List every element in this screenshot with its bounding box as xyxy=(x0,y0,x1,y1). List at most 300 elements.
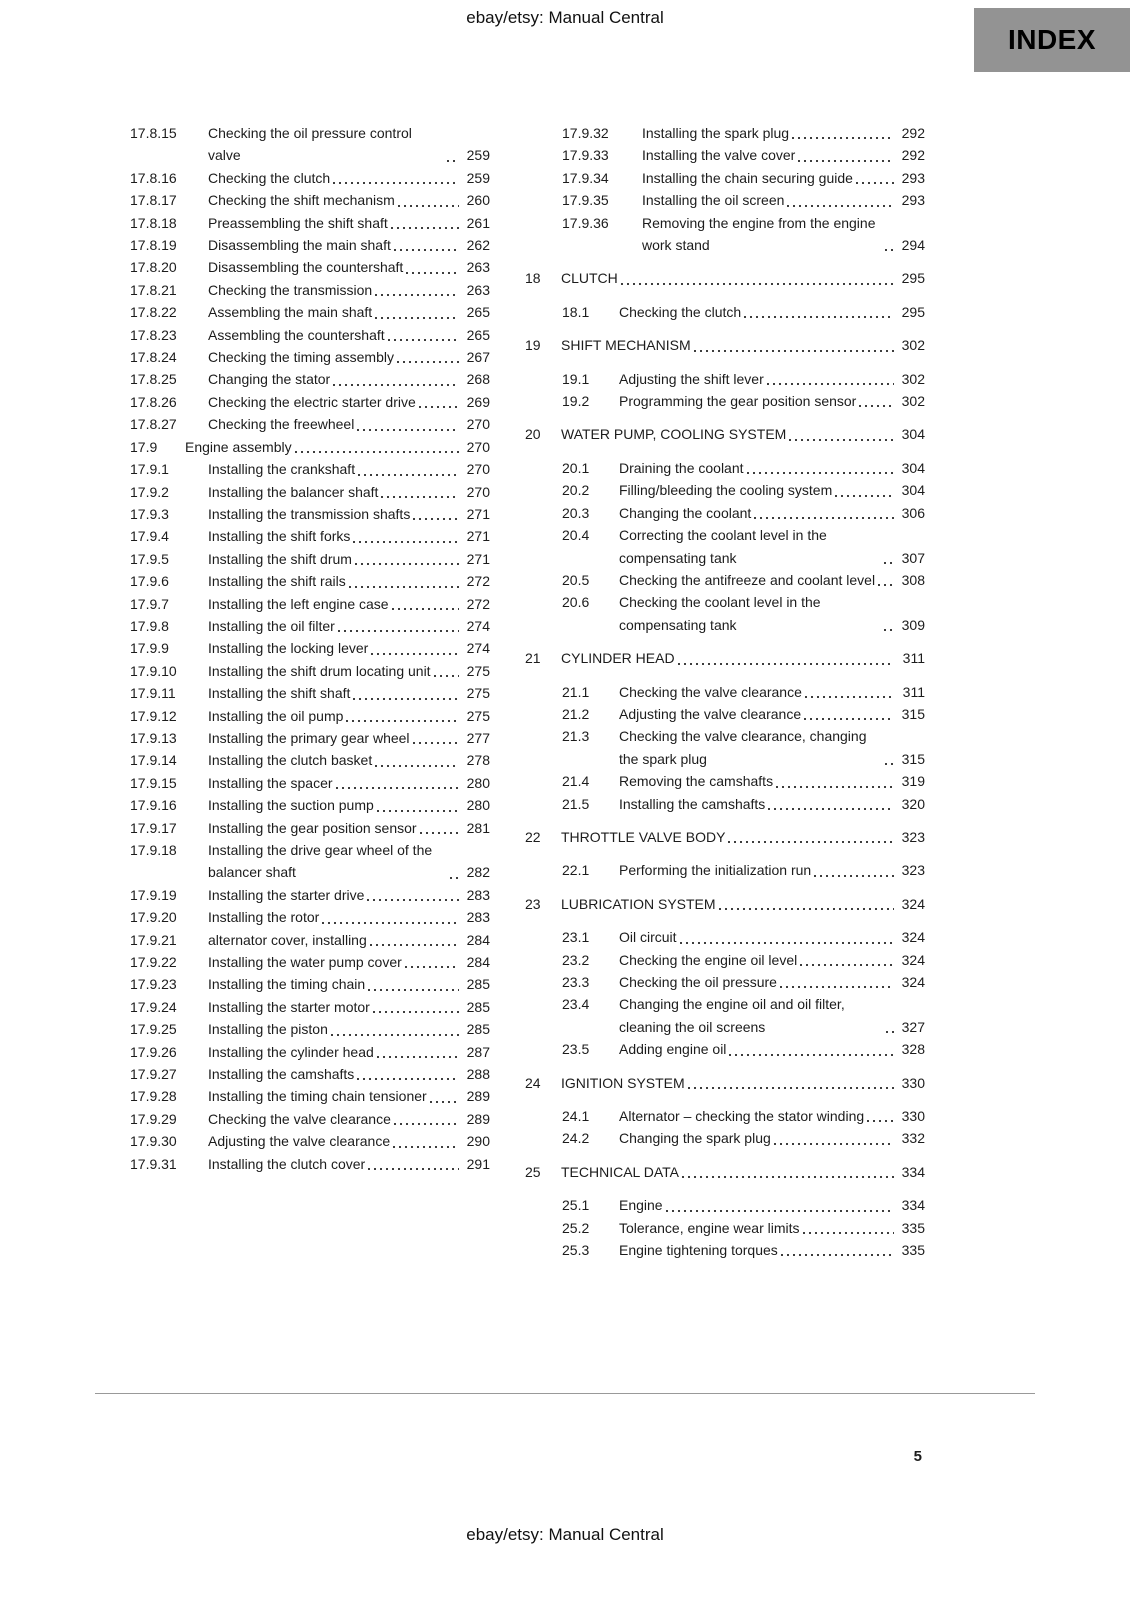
toc-entry-line xyxy=(208,749,490,771)
dot-leader xyxy=(787,205,894,207)
dot-leader xyxy=(375,294,459,296)
toc-entry xyxy=(525,893,925,915)
toc-entry-line xyxy=(208,256,490,278)
toc-entry-line xyxy=(185,436,490,458)
toc-entry xyxy=(130,1108,490,1130)
toc-entry-number: 24 xyxy=(525,1074,541,1091)
toc-entry-title: Disassembling the main shaft xyxy=(208,237,391,254)
toc-entry-number: 17.8.21 xyxy=(130,281,177,298)
dot-leader xyxy=(729,1054,894,1056)
toc-entry-number: 23.1 xyxy=(562,929,590,946)
toc-entry-number: 17.9.8 xyxy=(130,617,169,634)
toc-entry-page: 271 xyxy=(466,505,490,522)
toc-entry-page: 294 xyxy=(901,237,925,254)
dot-leader xyxy=(393,1146,459,1148)
dot-leader xyxy=(375,765,459,767)
toc-entry-title: Programming the gear position sensor xyxy=(619,393,857,410)
toc-entry-line xyxy=(619,1038,925,1060)
toc-entry-title: Installing the valve cover xyxy=(642,147,796,164)
toc-entry xyxy=(130,1085,490,1107)
toc-entry-number: 17.9.4 xyxy=(130,528,169,545)
toc-entry-line xyxy=(208,1063,490,1085)
toc-entry-line xyxy=(208,839,490,884)
dot-leader xyxy=(370,944,459,946)
toc-entry-number: 17.9.3 xyxy=(130,505,169,522)
toc-entry-number: 17.9.5 xyxy=(130,550,169,567)
toc-entry-number: 21 xyxy=(525,650,541,667)
toc-entry-page: 270 xyxy=(466,483,490,500)
toc-entry xyxy=(525,681,925,703)
toc-entry-line xyxy=(619,1105,925,1127)
toc-entry-line xyxy=(208,727,490,749)
toc-entry-title: Assembling the countershaft xyxy=(208,326,385,343)
toc-entry-line xyxy=(619,1239,925,1261)
toc-entry-title: Checking the timing assembly xyxy=(208,349,394,366)
toc-entry-number: 22 xyxy=(525,828,541,845)
toc-entry xyxy=(130,570,490,592)
toc-entry-number: 19.2 xyxy=(562,393,590,410)
dot-leader xyxy=(413,742,459,744)
toc-entry-number: 23.4 xyxy=(562,996,590,1013)
toc-entry-number: 20.1 xyxy=(562,459,590,476)
toc-entry-number: 21.3 xyxy=(562,728,590,745)
toc-entry-number: 17.9.17 xyxy=(130,819,177,836)
toc-entry-page: 324 xyxy=(901,929,925,946)
toc-entry-page: 285 xyxy=(466,1021,490,1038)
toc-entry xyxy=(130,637,490,659)
toc-entry-number: 25 xyxy=(525,1163,541,1180)
dot-leader xyxy=(805,696,894,698)
toc-entry xyxy=(525,144,925,166)
dot-leader xyxy=(391,227,459,229)
toc-entry-line xyxy=(619,725,925,770)
toc-entry-line xyxy=(208,1108,490,1130)
toc-entry-line xyxy=(642,144,925,166)
toc-entry xyxy=(130,368,490,390)
toc-entry-page: 272 xyxy=(466,573,490,590)
toc-entry-line xyxy=(208,481,490,503)
toc-entry xyxy=(525,770,925,792)
dot-leader xyxy=(776,786,894,788)
toc-entry xyxy=(130,593,490,615)
toc-entry xyxy=(525,591,925,636)
toc-entry-line xyxy=(561,423,925,445)
toc-entry xyxy=(130,682,490,704)
toc-entry-title: Installing the primary gear wheel xyxy=(208,729,410,746)
toc-entry-page: 270 xyxy=(466,461,490,478)
toc-entry xyxy=(525,993,925,1038)
toc-entry-line xyxy=(208,794,490,816)
toc-entry-page: 335 xyxy=(901,1219,925,1236)
toc-entry-number: 17.9.32 xyxy=(562,125,609,141)
toc-entry xyxy=(130,481,490,503)
toc-entry xyxy=(525,1105,925,1127)
toc-entry-title: Performing the initialization run xyxy=(619,862,812,879)
table-of-contents xyxy=(0,122,1130,1377)
toc-entry xyxy=(525,390,925,412)
toc-entry xyxy=(525,1072,925,1094)
toc-entry-line xyxy=(208,1153,490,1175)
dot-leader xyxy=(856,182,894,184)
toc-entry xyxy=(525,122,925,144)
dot-leader xyxy=(346,720,459,722)
toc-entry-page: 304 xyxy=(901,482,925,499)
toc-entry xyxy=(525,334,925,356)
page-header xyxy=(0,0,1130,55)
toc-entry-page: 324 xyxy=(901,895,925,912)
toc-column-left xyxy=(130,122,490,1175)
toc-entry-title: Installing the suction pump xyxy=(208,797,374,814)
dot-leader xyxy=(419,406,459,408)
dot-leader xyxy=(358,474,459,476)
toc-entry-page: 323 xyxy=(901,828,925,845)
toc-entry-number: 17.8.24 xyxy=(130,349,177,366)
toc-entry-page: 259 xyxy=(466,147,490,164)
toc-entry xyxy=(130,660,490,682)
toc-entry-title: Engine tightening torques xyxy=(619,1242,778,1259)
toc-entry-line xyxy=(208,346,490,368)
dot-leader xyxy=(430,1101,459,1103)
toc-entry xyxy=(525,859,925,881)
toc-entry-number: 17.9.35 xyxy=(562,192,609,209)
toc-entry-number: 19 xyxy=(525,337,541,354)
toc-entry-title: Adjusting the valve clearance xyxy=(619,705,802,722)
toc-entry-number: 17.9.22 xyxy=(130,954,177,971)
toc-entry-page: 272 xyxy=(466,595,490,612)
toc-entry-page: 315 xyxy=(901,705,925,722)
toc-entry-line xyxy=(619,390,925,412)
toc-entry-line xyxy=(208,973,490,995)
toc-entry xyxy=(130,727,490,749)
dot-leader xyxy=(353,541,459,543)
toc-entry xyxy=(525,1038,925,1060)
toc-entry-title: Oil circuit xyxy=(619,929,677,946)
toc-entry-page: 327 xyxy=(901,1018,925,1035)
toc-entry-page: 330 xyxy=(901,1074,925,1091)
dot-leader xyxy=(392,608,459,610)
toc-entry-title: Installing the spacer xyxy=(208,774,333,791)
toc-entry-line xyxy=(208,122,490,167)
toc-entry-number: 17.9.21 xyxy=(130,931,177,948)
toc-entry xyxy=(130,413,490,435)
toc-entry-number: 21.2 xyxy=(562,705,590,722)
dot-leader xyxy=(800,964,894,966)
toc-entry-line xyxy=(208,570,490,592)
toc-entry-number: 17.8.15 xyxy=(130,125,177,141)
toc-entry-page: 334 xyxy=(901,1197,925,1214)
toc-entry-title: alternator cover, installing xyxy=(208,931,367,948)
toc-entry xyxy=(130,256,490,278)
toc-entry xyxy=(525,457,925,479)
toc-entry xyxy=(130,884,490,906)
toc-entry-line xyxy=(619,1127,925,1149)
toc-entry-page: 328 xyxy=(901,1041,925,1058)
toc-entry-page: 295 xyxy=(901,270,925,287)
toc-entry-title: Removing the engine from the engine work stand xyxy=(642,214,876,254)
toc-entry-page: 284 xyxy=(466,954,490,971)
toc-entry-title: Disassembling the countershaft xyxy=(208,259,404,276)
toc-entry xyxy=(130,458,490,480)
toc-entry-title: Installing the left engine case xyxy=(208,595,389,612)
dot-leader xyxy=(406,272,459,274)
toc-entry-title: TECHNICAL DATA xyxy=(561,1163,679,1180)
toc-entry xyxy=(525,725,925,770)
toc-entry xyxy=(130,1018,490,1040)
toc-entry-page: 319 xyxy=(901,773,925,790)
toc-entry-line xyxy=(619,681,925,703)
toc-entry-number: 17.9.20 xyxy=(130,909,177,926)
dot-leader xyxy=(780,986,894,988)
page-number: 5 xyxy=(913,1448,922,1465)
dot-leader xyxy=(381,496,459,498)
dot-leader xyxy=(331,1034,459,1036)
toc-entry-title: Installing the crankshaft xyxy=(208,461,356,478)
toc-entry-number: 17.9.9 xyxy=(130,640,169,657)
toc-entry-number: 17.9.23 xyxy=(130,976,177,993)
toc-entry-number: 17.9.24 xyxy=(130,998,177,1015)
toc-entry-line xyxy=(208,615,490,637)
toc-entry-page: 289 xyxy=(466,1088,490,1105)
toc-entry-page: 292 xyxy=(901,125,925,141)
toc-entry-number: 17.9.10 xyxy=(130,662,177,679)
toc-entry-line xyxy=(619,793,925,815)
toc-entry-line xyxy=(208,279,490,301)
toc-entry-line xyxy=(208,301,490,323)
toc-entry-number: 18 xyxy=(525,270,541,287)
toc-entry-page: 271 xyxy=(466,550,490,567)
toc-entry-line xyxy=(208,503,490,525)
dot-leader xyxy=(859,405,894,407)
toc-entry xyxy=(525,301,925,323)
dot-leader xyxy=(420,832,459,834)
toc-entry-page: 311 xyxy=(902,683,925,700)
toc-entry-page: 283 xyxy=(466,886,490,903)
toc-entry-number: 25.2 xyxy=(562,1219,590,1236)
toc-entry-title: Checking the freewheel xyxy=(208,416,355,433)
toc-entry-title: Installing the gear position sensor xyxy=(208,819,417,836)
dot-leader xyxy=(835,495,894,497)
toc-entry-line xyxy=(208,637,490,659)
dot-leader xyxy=(357,1078,459,1080)
toc-entry-number: 17.9.33 xyxy=(562,147,609,164)
toc-entry-title: Installing the water pump cover xyxy=(208,954,402,971)
dot-leader xyxy=(754,517,894,519)
toc-entry-number: 21.5 xyxy=(562,795,590,812)
toc-entry-number: 22.1 xyxy=(562,862,590,879)
index-tab xyxy=(974,8,1130,72)
toc-entry-number: 23.5 xyxy=(562,1041,590,1058)
toc-entry xyxy=(130,1063,490,1085)
toc-entry-page: 302 xyxy=(901,337,925,354)
toc-entry-title: Installing the shift drum locating unit xyxy=(208,662,431,679)
toc-entry-line xyxy=(208,324,490,346)
dot-leader xyxy=(682,1176,894,1178)
toc-column-right xyxy=(525,122,925,1261)
toc-entry-title: Checking the oil pressure control valve xyxy=(208,125,412,164)
toc-entry-number: 20 xyxy=(525,426,541,443)
toc-entry-title: Installing the transmission shafts xyxy=(208,505,411,522)
toc-entry-page: 280 xyxy=(466,797,490,814)
toc-entry-line xyxy=(619,591,925,636)
toc-entry-page: 324 xyxy=(901,951,925,968)
toc-entry xyxy=(130,929,490,951)
toc-entry-title: Checking the engine oil level xyxy=(619,951,798,968)
toc-entry-number: 17.9.25 xyxy=(130,1021,177,1038)
dot-leader xyxy=(371,653,459,655)
toc-entry-title: Checking the coolant level in the compensating tank xyxy=(619,594,821,633)
toc-entry-title: Alternator – checking the stator winding xyxy=(619,1108,865,1125)
toc-entry-title: Checking the valve clearance xyxy=(619,683,802,700)
toc-entry-page: 280 xyxy=(466,774,490,791)
dot-leader xyxy=(804,718,894,720)
toc-entry-number: 17.9.13 xyxy=(130,729,177,746)
toc-entry-line xyxy=(642,122,925,144)
toc-entry-line xyxy=(208,1085,490,1107)
toc-entry-page: 315 xyxy=(901,750,925,767)
toc-entry-title: Checking the clutch xyxy=(619,303,742,320)
toc-entry-page: 309 xyxy=(901,616,925,633)
toc-entry-title: Installing the camshafts xyxy=(619,795,766,812)
toc-entry-title: Installing the starter motor xyxy=(208,998,370,1015)
toc-entry xyxy=(130,951,490,973)
dot-leader xyxy=(375,317,459,319)
toc-entry xyxy=(130,996,490,1018)
toc-entry-title: Checking the valve clearance xyxy=(208,1110,391,1127)
toc-entry xyxy=(130,346,490,368)
dot-leader xyxy=(398,205,459,207)
toc-entry-page: 278 xyxy=(466,752,490,769)
toc-entry-title: CYLINDER HEAD xyxy=(561,650,675,667)
toc-entry xyxy=(130,1041,490,1063)
toc-entry-number: 17.8.25 xyxy=(130,371,177,388)
toc-entry-title: Checking the clutch xyxy=(208,169,331,186)
toc-entry-page: 270 xyxy=(466,416,490,433)
toc-entry xyxy=(130,212,490,234)
dot-leader xyxy=(333,182,459,184)
toc-entry-line xyxy=(208,525,490,547)
toc-entry-line xyxy=(208,189,490,211)
toc-entry-number: 23.2 xyxy=(562,951,590,968)
toc-entry-page: 275 xyxy=(466,707,490,724)
toc-entry-title: Installing the shift shaft xyxy=(208,685,351,702)
toc-entry-title: Changing the spark plug xyxy=(619,1130,771,1147)
toc-entry-line xyxy=(619,479,925,501)
toc-entry-title: Installing the chain securing guide xyxy=(642,169,853,186)
toc-entry-line xyxy=(561,826,925,848)
toc-entry-number: 17.9.27 xyxy=(130,1066,177,1083)
toc-entry xyxy=(525,167,925,189)
toc-entry-line xyxy=(619,859,925,881)
toc-entry-line xyxy=(208,1130,490,1152)
toc-entry xyxy=(130,906,490,928)
document-title: ebay/etsy: Manual Central xyxy=(466,8,664,27)
toc-entry xyxy=(525,949,925,971)
toc-entry-title: Changing the stator xyxy=(208,371,331,388)
toc-entry-title: Adding engine oil xyxy=(619,1041,727,1058)
toc-entry-page: 289 xyxy=(466,1110,490,1127)
toc-entry-title: Installing the locking lever xyxy=(208,640,369,657)
toc-entry-title: Correcting the coolant level in the compensating tank xyxy=(619,527,827,566)
dot-leader xyxy=(373,1011,459,1013)
dot-leader xyxy=(680,942,894,944)
toc-entry-page: 285 xyxy=(466,998,490,1015)
dot-leader xyxy=(792,137,894,139)
dot-leader xyxy=(621,283,894,285)
toc-entry-number: 17.9.19 xyxy=(130,886,177,903)
toc-entry xyxy=(525,368,925,390)
toc-entry-page: 287 xyxy=(466,1043,490,1060)
toc-entry-number: 17.9.16 xyxy=(130,797,177,814)
toc-entry xyxy=(130,391,490,413)
toc-entry-line xyxy=(561,267,925,289)
toc-entry-page: 284 xyxy=(466,931,490,948)
dot-leader xyxy=(377,1056,459,1058)
toc-entry-page: 335 xyxy=(901,1242,925,1259)
dot-leader xyxy=(367,899,459,901)
dot-leader xyxy=(413,518,459,520)
toc-entry-page: 302 xyxy=(901,370,925,387)
dot-leader xyxy=(728,841,894,843)
dot-leader xyxy=(397,361,459,363)
toc-entry-title: Engine assembly xyxy=(185,438,292,455)
dot-leader xyxy=(678,663,894,665)
toc-entry-title: Installing the drive gear wheel of the balancer shaft xyxy=(208,842,433,881)
toc-entry-line xyxy=(642,212,925,257)
dot-leader xyxy=(688,1087,894,1089)
toc-entry-number: 17.8.27 xyxy=(130,416,177,433)
dot-leader xyxy=(774,1143,894,1145)
toc-entry xyxy=(130,234,490,256)
toc-entry-page: 323 xyxy=(901,862,925,879)
toc-entry xyxy=(130,324,490,346)
toc-entry-page: 281 xyxy=(466,819,490,836)
dot-leader xyxy=(434,675,459,677)
toc-entry-title: Draining the coolant xyxy=(619,459,744,476)
toc-entry-page: 293 xyxy=(901,169,925,186)
toc-entry-page: 306 xyxy=(901,504,925,521)
toc-entry-line xyxy=(619,457,925,479)
toc-entry-page: 274 xyxy=(466,640,490,657)
dot-leader xyxy=(884,562,894,564)
toc-entry xyxy=(525,502,925,524)
toc-entry-title: Installing the rotor xyxy=(208,909,320,926)
toc-entry-page: 283 xyxy=(466,909,490,926)
toc-entry-page: 259 xyxy=(466,169,490,186)
toc-entry-page: 295 xyxy=(901,303,925,320)
toc-entry-number: 21.4 xyxy=(562,773,590,790)
toc-entry-number: 17.8.18 xyxy=(130,214,177,231)
toc-entry-title: Installing the oil pump xyxy=(208,707,344,724)
toc-entry-page: 288 xyxy=(466,1066,490,1083)
toc-entry-number: 25.3 xyxy=(562,1242,590,1259)
toc-entry-title: Checking the antifreeze and coolant level xyxy=(619,571,876,588)
toc-entry xyxy=(525,1161,925,1183)
toc-entry-line xyxy=(208,234,490,256)
toc-entry-number: 17.9.7 xyxy=(130,595,169,612)
toc-entry-line xyxy=(208,929,490,951)
footer-divider xyxy=(95,1393,1035,1394)
toc-entry xyxy=(130,973,490,995)
toc-entry-number: 20.2 xyxy=(562,482,590,499)
toc-entry-line xyxy=(561,647,925,669)
toc-entry-title: THROTTLE VALVE BODY xyxy=(561,828,726,845)
toc-entry-number: 21.1 xyxy=(562,683,590,700)
toc-entry-number: 25.1 xyxy=(562,1197,590,1214)
dot-leader xyxy=(814,875,894,877)
toc-entry-page: 324 xyxy=(901,974,925,990)
toc-entry-line xyxy=(619,926,925,948)
toc-entry-line xyxy=(561,334,925,356)
